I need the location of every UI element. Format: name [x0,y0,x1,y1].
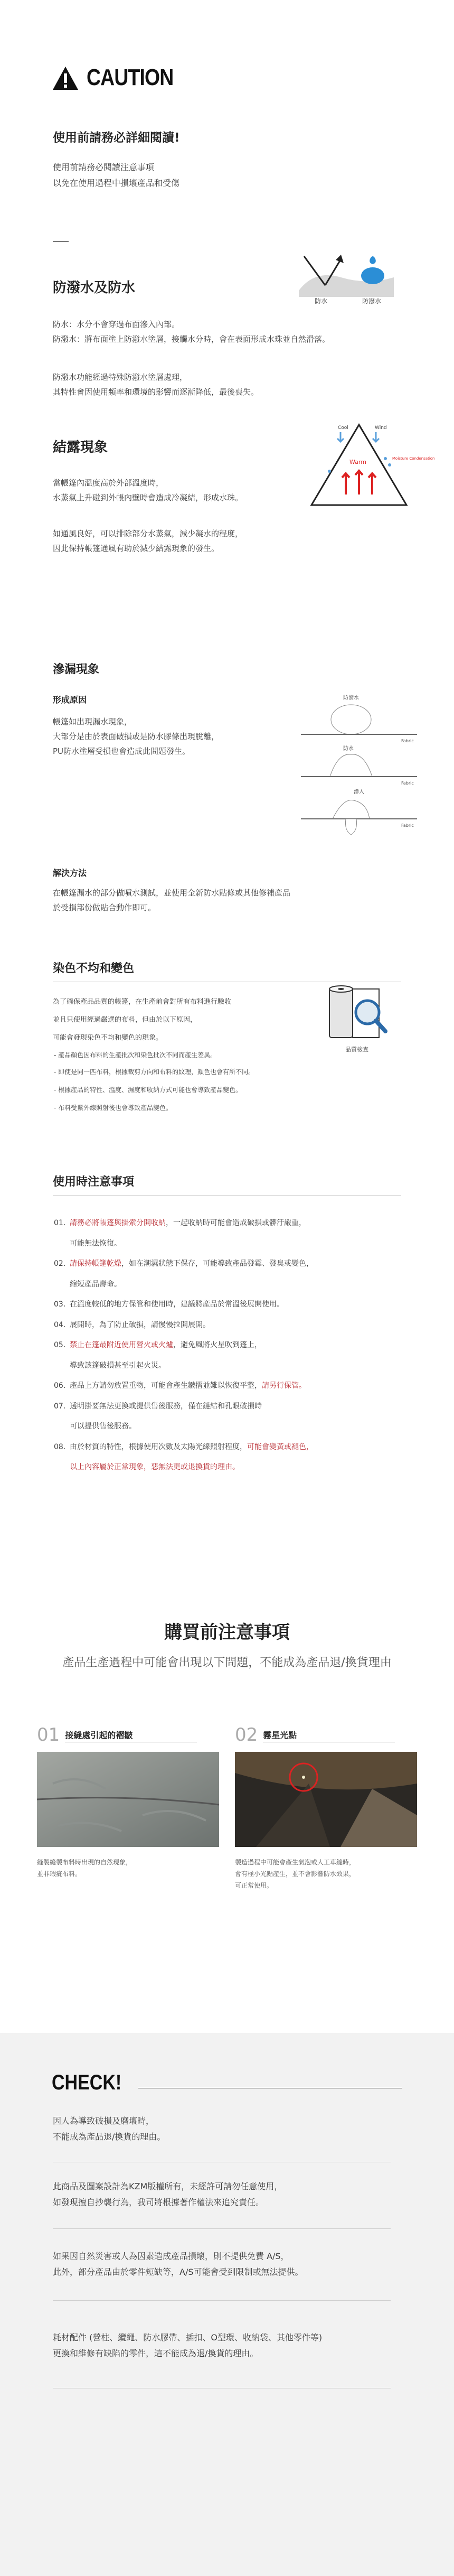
intro-title: 使用前請務必詳細閱讀! [53,131,180,145]
svg-text:Cool: Cool [338,425,348,431]
usage-item-text: 可以提供售後服務。 [70,1422,136,1431]
usage-item [54,1254,314,1274]
light-spot-photo [235,1752,417,1847]
usage-item-warning: 可能會變黃或褪色， [247,1442,314,1451]
dye-bullet-4: - 布料受紫外線照射後也會導致產品變色。 [54,1104,173,1112]
caution-title: CAUTION [87,64,174,90]
caution-header [52,62,226,94]
usage-item-text: 導致該篷破損甚至引起火災。 [70,1361,166,1370]
usage-item-number: 05. [54,1341,66,1349]
usage-item [54,1396,262,1416]
usage-item-text: 縮短產品壽命。 [70,1280,121,1289]
usage-item [54,1213,306,1233]
dye-title: 染色不均和變色 [53,962,135,975]
usage-item-warning: 以上內容屬於正常現象，惡無法更或退換貨的理由。 [70,1463,240,1471]
svg-text:Moisture Condensation: Moisture Condensation [392,456,435,461]
dye-bullet-3: - 根據產品的特性、溫度、濕度和收納方式可能也會導致產品變色。 [54,1086,242,1094]
svg-text:防水: 防水 [343,746,354,752]
purchase-card-2 [235,1724,417,1891]
usage-item [54,1437,314,1457]
check-para-2: 此商品及圖案設計為KZM版權所有，未經許可請勿任意使用， 如發現擅自抄襲行為，我司將根據著作權法來追究責任。 [53,2181,283,2207]
check-divider-3 [53,2300,391,2301]
svg-text:防潑水: 防潑水 [343,695,359,701]
usage-item-warning: 請務必將帳篷與掛索分開收納 [70,1219,166,1227]
usage-item-text: 展開時，為了防止破損，請慢慢拉開展開。 [70,1320,210,1329]
purchase-subtitle: 產品生產過程中可能會出現以下問題，不能成為產品退/換貨理由 [62,1656,392,1669]
usage-item [70,1416,136,1436]
dye-text: 為了確保產品品質的帳篷，在生產前會對所有布料進行驗收 並且只使用經過嚴選的布料，但由於以下原因， 可能會發現染色不均和變色的現象。 [53,998,232,1042]
usage-item [70,1274,121,1294]
svg-text:Warm: Warm [349,459,366,465]
usage-title: 使用時注意事項 [53,1175,135,1189]
condensation-para2: 如通風良好，可以排除部分水蒸氣，減少凝水的程度， 因此保持帳篷通風有助於減少結露現象的發生。 [53,529,243,553]
seam-wrinkle-photo [37,1752,219,1847]
usage-item-text: 產品上方請勿放置重物，可能會產生皺摺並難以恢復平整， [70,1382,262,1390]
usage-item-warning: 請另行保管。 [262,1382,306,1390]
usage-item-number: 01. [54,1219,66,1227]
card-1-number: 01 [37,1724,60,1746]
leakage-solution-text: 在帳篷漏水的部分做噴水測試，並使用全新防水貼條或其他修補產品 於受損部份做貼合動作即可。 [53,888,291,912]
condensation-para1: 當帳篷內溫度高於外部溫度時， 水蒸氣上升碰到外帳內壁時會造成冷凝結，形成水珠。 [53,478,243,502]
usage-item [70,1356,166,1376]
leakage-title: 滲漏現象 [53,663,100,676]
intro-text: 使用前請務必閱讀注意事項 以免在使用過程中損壞產品和受傷 [53,162,180,188]
usage-item-text: ，一起收納時可能會造成破損或髒汙嚴重， [166,1219,306,1227]
card-2-label: 霧星光點 [263,1729,395,1742]
usage-item-text: 在溫度較低的地方保管和使用時，建議將產品於常溫後展開使用。 [70,1300,284,1309]
waterproof-diagram [294,248,399,306]
check-para-4: 耗材配件 (營柱、纜繩、防水膠帶、插扣、O型環、收納袋、其他零件等) 更換和維修有缺陷的零件，這不能成為退/換貨的理由。 [53,2332,323,2358]
divider [53,241,69,242]
usage-item-text: 由於材質的特性，根據使用次數及太陽光線照射程度， [70,1442,247,1451]
usage-item-text: ，如在潮濕狀態下保存，可能導致產品發霉、發臭或變色， [121,1259,314,1268]
usage-item-number: 07. [54,1402,66,1411]
leakage-diagram [296,692,422,845]
usage-item [54,1315,210,1335]
check-title: CHECK! [52,2071,122,2094]
card-2-desc: 製造過程中可能會產生氣泡或人工車縫時， 會有極小光點產生，並不會影響防水效果， 可正常使用。 [235,1859,356,1889]
svg-text:Fabric: Fabric [401,739,414,743]
label-water-repellent: 防潑水 [362,297,382,305]
usage-item-number: 08. [54,1442,66,1451]
usage-item-number: 06. [54,1382,66,1390]
usage-item [70,1457,240,1477]
label-waterproof: 防水 [315,297,328,305]
quality-check-label: 品質檢查 [345,1046,368,1053]
condensation-diagram [306,421,435,510]
check-para-3: 如果因自然災害或人為因素造成產品損壞，則不提供免費 A/S， 此外，部分產品由於零件短缺等，A/S可能會受到限制或無法提供。 [53,2251,304,2277]
usage-item-text: ，避免風將火星吹到篷上， [173,1341,262,1349]
usage-item-text: 可能無法恢復。 [70,1239,121,1248]
dye-bullet-2: - 即使是同一匹布料，根據裁剪方向和布料的紋理，顏色也會有所不同。 [54,1068,255,1076]
usage-item [54,1335,262,1355]
purchase-card-1 [37,1724,219,1880]
waterproof-para2: 防潑水功能經過特殊防潑水塗層處理， 其特性會因使用頻率和環境的影響而逐漸降低，最後喪失。 [53,372,259,397]
quality-check-illustration [322,984,391,1058]
waterproof-para1: 防水：水分不會穿過布面滲入內部。 防潑水：將布面塗上防潑水塗層，接觸水分時，會在表面形成水珠並自然滑落。 [53,320,330,344]
leakage-cause-title: 形成原因 [53,695,87,705]
condensation-title: 結露現象 [53,440,108,455]
waterproof-title: 防潑水及防水 [53,280,136,296]
leakage-solution-title: 解決方法 [53,868,87,878]
warning-triangle-icon [52,66,79,91]
svg-text:Fabric: Fabric [401,781,414,786]
check-para-1: 因人為導致破損及磨壞時， 不能成為產品退/換貨的理由。 [53,2116,166,2142]
usage-item [70,1234,121,1254]
leakage-cause-text: 帳篷如出現漏水現象， 大部分是由於表面破損或是防水膠條出現脫離， PU防水塗層受損也會造成此問題發生。 [53,717,220,756]
purchase-title: 購買前注意事項 [164,1622,290,1643]
usage-item [54,1294,284,1314]
usage-item-warning: 禁止在篷最附近使用營火或火爐 [70,1341,173,1349]
card-1-label: 接縫處引起的褶皺 [65,1729,197,1742]
usage-divider [53,1195,401,1196]
usage-item [54,1376,306,1396]
svg-text:Fabric: Fabric [401,823,414,828]
usage-item-text: 透明掛要無法更換或提供售後服務，僅在鏈結和孔眼破損時 [70,1402,262,1411]
card-2-number: 02 [235,1724,258,1746]
card-1-desc: 縫製縫製布料時出現的自然現象， 並非瑕疵布料。 [37,1859,133,1878]
usage-item-number: 02. [54,1259,66,1268]
usage-item-number: 03. [54,1300,66,1309]
usage-item-number: 04. [54,1320,66,1329]
usage-item-warning: 請保持帳篷乾燥 [70,1259,121,1268]
svg-text:Wind: Wind [375,425,387,431]
check-divider-2 [53,2228,391,2229]
dye-bullet-1: - 產品顏色因布料的生產批次和染色批次不同而產生差異。 [54,1051,217,1059]
svg-text:滲入: 滲入 [354,789,364,795]
